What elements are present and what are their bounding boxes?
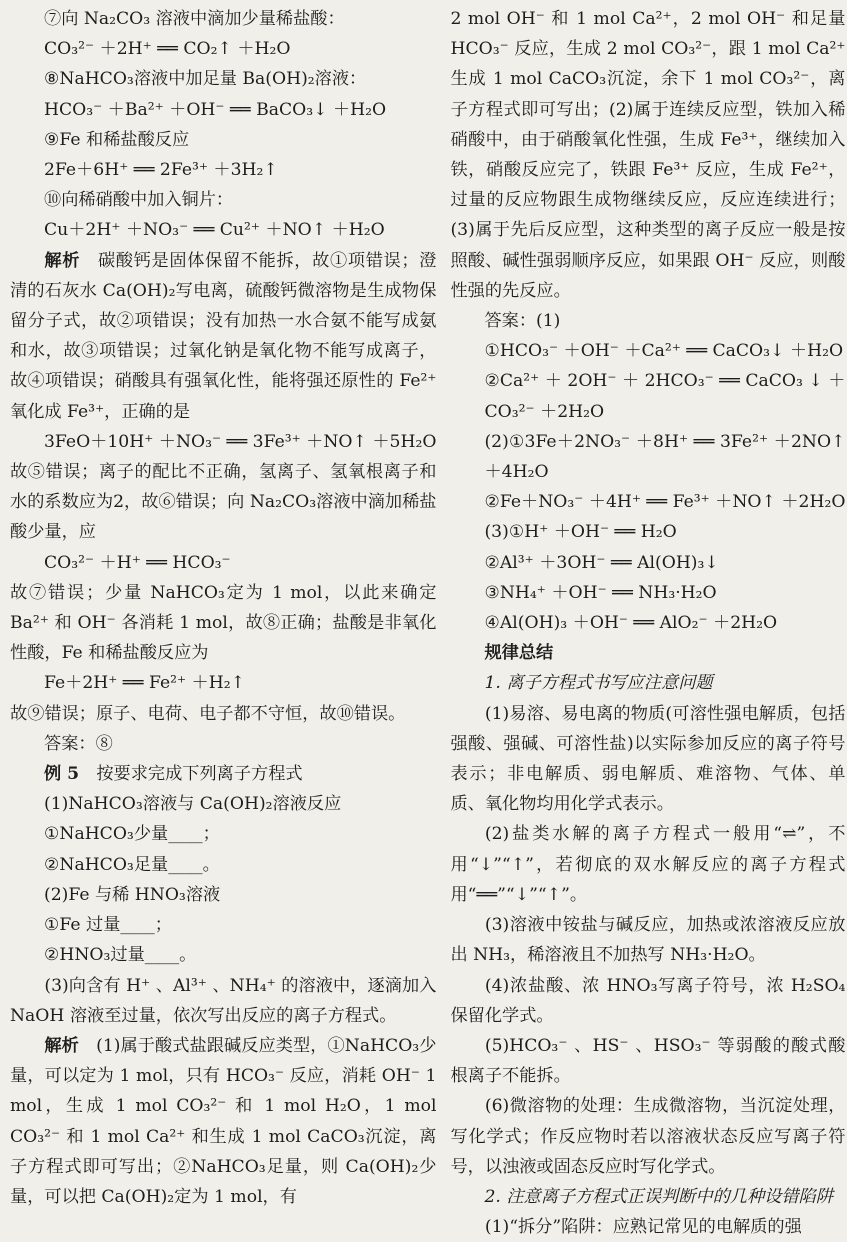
right-text-line <box>450 1212 845 1242</box>
left-text-line <box>10 578 436 669</box>
line-content: ①Fe 过量____； <box>44 915 172 936</box>
line-content: 答案：(1) <box>484 311 561 332</box>
left-text-line <box>10 215 436 245</box>
left-text-line <box>10 789 436 819</box>
left-text-line <box>10 759 436 789</box>
left-text-line <box>10 699 436 729</box>
line-content: 1. 离子方程式书写应注意问题 <box>484 673 713 694</box>
left-text-line <box>10 4 436 34</box>
right-text-line <box>450 336 845 366</box>
right-text-line <box>450 1091 845 1182</box>
line-content: (2)Fe 与稀 HNO₃溶液 <box>44 884 221 905</box>
right-text-line <box>450 910 845 970</box>
left-column <box>6 4 437 1207</box>
line-content: ②Ca²⁺ ＋ 2OH⁻ ＋ 2HCO₃⁻ ══ CaCO₃ ↓ ＋ CO₃²⁻ ＋2H₂O <box>484 371 846 422</box>
line-content: CO₃²⁻ ＋2H⁺ ══ CO₂↑ ＋H₂O <box>44 39 291 60</box>
line-content: Fe＋2H⁺ ══ Fe²⁺ ＋H₂↑ <box>44 673 246 694</box>
section-label: 解析 <box>44 1035 79 1056</box>
line-content: 2. 注意离子方程式正误判断中的几种设错陷阱 <box>484 1186 833 1207</box>
right-text-line <box>450 578 845 608</box>
right-text-line <box>450 517 845 547</box>
section-label: 例 5 <box>44 764 80 785</box>
left-text-line <box>10 971 436 1031</box>
right-text-line <box>450 699 845 820</box>
right-text-line <box>450 487 845 517</box>
left-text-line <box>10 185 436 215</box>
line-content: 答案：⑧ <box>44 733 113 754</box>
left-text-line <box>10 880 436 910</box>
line-content: ⑦向 Na₂CO₃ 溶液中滴加少量稀盐酸： <box>44 9 345 29</box>
left-text-line <box>10 668 436 698</box>
left-text-line <box>10 850 436 880</box>
line-content: (3)向含有 H⁺ 、Al³⁺ 、NH₄⁺ 的溶液中，逐滴加入 NaOH 溶液至过量，依次写出反应的离子方程式。 <box>10 975 437 1026</box>
left-text-line <box>10 64 436 94</box>
left-text-line <box>10 95 436 125</box>
line-content: 2 mol OH⁻ 和 1 mol Ca²⁺，2 mol OH⁻ 和足量 HCO₃⁻ 反应，生成 2 mol CO₃²⁻，跟 1 mol Ca²⁺ 生成 1 mol CaCO₃沉淀，余下 1 mol CO₃²⁻，离子方程式即可写出；(2)属于连续反应型，铁加入稀硝酸中，由于硝酸氧化性强，生成 Fe³⁺，继续加入铁，硝酸反应完了，铁跟 Fe³⁺ 反应，生成 Fe²⁺，过量的反应物跟生成物继续反应，反应连续进行；(3)属于先后反应型，这种类型的离子反应一般是按照酸、碱性强弱顺序反应，如果跟 OH⁻ 反应，则酸性强的先反应。 <box>450 9 846 301</box>
left-text-line <box>10 246 436 427</box>
right-text-line <box>450 427 845 487</box>
right-text-line <box>450 668 845 698</box>
right-text-line <box>450 638 845 668</box>
line-content: (5)HCO₃⁻ 、HS⁻ 、HSO₃⁻ 等弱酸的酸式酸根离子不能拆。 <box>450 1035 846 1087</box>
left-text-line <box>10 34 436 64</box>
line-content: (2)①3Fe＋2NO₃⁻ ＋8H⁺ ══ 3Fe²⁺ ＋2NO↑ ＋4H₂O <box>484 431 846 483</box>
line-content: Cu＋2H⁺ ＋NO₃⁻ ══ Cu²⁺ ＋NO↑ ＋H₂O <box>44 220 385 241</box>
line-content: ②Fe＋NO₃⁻ ＋4H⁺ ══ Fe³⁺ ＋NO↑ ＋2H₂O <box>484 492 846 513</box>
left-text-line <box>10 1031 436 1212</box>
line-content: ⑩向稀硝酸中加入铜片： <box>44 190 234 211</box>
line-content: (3)①H⁺ ＋OH⁻ ══ H₂O <box>484 522 677 543</box>
line-content: (6)微溶物的处理：生成微溶物，当沉淀处理，写化学式；作反应物时若以溶液状态反应写离子符号，以浊液或固态反应时写化学式。 <box>450 1096 846 1177</box>
left-text-line <box>10 819 436 849</box>
line-content: 碳酸钙是固体保留不能拆，故①项错误；澄清的石灰水 Ca(OH)₂写电离，硫酸钙微溶物是生成物保留分子式，故②项错误；没有加热一水合氨不能写成氨和水，故③项错误；过氧化钠是氧化物不能写成离子，故④项错误；硝酸具有强氧化性，能将强还原性的 Fe²⁺氧化成 Fe³⁺，正确的是 <box>10 250 437 422</box>
left-text-line <box>10 910 436 940</box>
right-column <box>450 4 847 1238</box>
left-text-line <box>10 548 436 578</box>
line-content: 故⑤错误；离子的配比不正确，氢离子、氢氧根离子和水的系数应为2，故⑥错误；向 Na₂CO₃溶液中滴加稀盐酸少量，应 <box>10 462 437 543</box>
line-content: 规律总结 <box>484 643 554 664</box>
left-text-line <box>10 427 436 457</box>
line-content: (1)NaHCO₃溶液与 Ca(OH)₂溶液反应 <box>44 794 342 815</box>
left-text-line <box>10 457 436 548</box>
right-text-line <box>450 971 845 1031</box>
left-text-line <box>10 125 436 155</box>
line-content: (1)属于酸式盐跟碱反应类型，①NaHCO₃少量，可以定为 1 mol，只有 HCO₃⁻ 反应，消耗 OH⁻ 1 mol，生成 1 mol CO₃²⁻ 和 1 mol H₂O，1 mol CO₃²⁻ 和 1 mol Ca²⁺ 和生成 1 mol CaCO₃沉淀，离子方程式即可写出；②NaHCO₃足量，则 Ca(OH)₂少量，可以把 Ca(OH)₂定为 1 mol，有 <box>10 1035 437 1207</box>
right-text-line <box>450 4 845 306</box>
line-content: 故⑦错误；少量 NaHCO₃定为 1 mol，以此来确定 Ba²⁺ 和 OH⁻ 各消耗 1 mol，故⑧正确；盐酸是非氧化性酸，Fe 和稀盐酸反应为 <box>10 582 437 664</box>
line-content: 故⑨错误；原子、电荷、电子都不守恒，故⑩错误。 <box>10 703 406 724</box>
right-text-line <box>450 548 845 578</box>
section-label: 解析 <box>44 250 81 271</box>
right-text-line <box>450 819 845 910</box>
line-content: ⑨Fe 和稀盐酸反应 <box>44 129 190 150</box>
right-text-line <box>450 1031 845 1091</box>
right-text-line <box>450 608 845 638</box>
line-content: ⑧NaHCO₃溶液中加足量 Ba(OH)₂溶液： <box>44 69 367 90</box>
line-content: ④Al(OH)₃ ＋OH⁻ ══ AlO₂⁻ ＋2H₂O <box>484 613 778 634</box>
line-content: ②NaHCO₃足量____。 <box>44 854 220 875</box>
line-content: ③NH₄⁺ ＋OH⁻ ══ NH₃·H₂O <box>484 582 717 603</box>
line-content: ①HCO₃⁻ ＋OH⁻ ＋Ca²⁺ ══ CaCO₃↓ ＋H₂O <box>484 341 844 362</box>
line-content: (4)浓盐酸、浓 HNO₃写离子符号，浓 H₂SO₄保留化学式。 <box>450 975 846 1026</box>
line-content: 3FeO＋10H⁺ ＋NO₃⁻ ══ 3Fe³⁺ ＋NO↑ ＋5H₂O <box>44 431 437 452</box>
line-content: (2)盐类水解的离子方程式一般用“⇌”，不用“↓”“↑”，若彻底的双水解反应的离子方程式用“══”“↓”“↑”。 <box>450 824 846 905</box>
line-content: (1)易溶、易电离的物质(可溶性强电解质，包括强酸、强碱、可溶性盐)以实际参加反应的离子符号表示；非电解质、弱电解质、难溶物、气体、单质、氧化物均用化学式表示。 <box>450 703 846 815</box>
left-text-line <box>10 729 436 759</box>
left-text-line <box>10 940 436 970</box>
line-content: ②Al³⁺ ＋3OH⁻ ══ Al(OH)₃↓ <box>484 552 719 573</box>
line-content: ②HNO₃过量____。 <box>44 945 197 966</box>
right-text-line <box>450 366 845 426</box>
line-content: CO₃²⁻ ＋H⁺ ══ HCO₃⁻ <box>44 552 231 573</box>
left-text-line <box>10 155 436 185</box>
right-text-line <box>450 306 845 336</box>
line-content: HCO₃⁻ ＋Ba²⁺ ＋OH⁻ ══ BaCO₃↓ ＋H₂O <box>44 99 387 120</box>
right-text-line <box>450 1182 845 1212</box>
line-content: (3)溶液中铵盐与碱反应，加热或浓溶液反应放出 NH₃，稀溶液且不加热写 NH₃·H₂O。 <box>450 915 846 966</box>
line-content: (1)“拆分”陷阱：应熟记常见的电解质的强 <box>484 1217 802 1238</box>
line-content: 2Fe＋6H⁺ ══ 2Fe³⁺ ＋3H₂↑ <box>44 160 278 181</box>
line-content: ①NaHCO₃少量____； <box>44 824 220 845</box>
line-content: 按要求完成下列离子方程式 <box>79 764 303 785</box>
